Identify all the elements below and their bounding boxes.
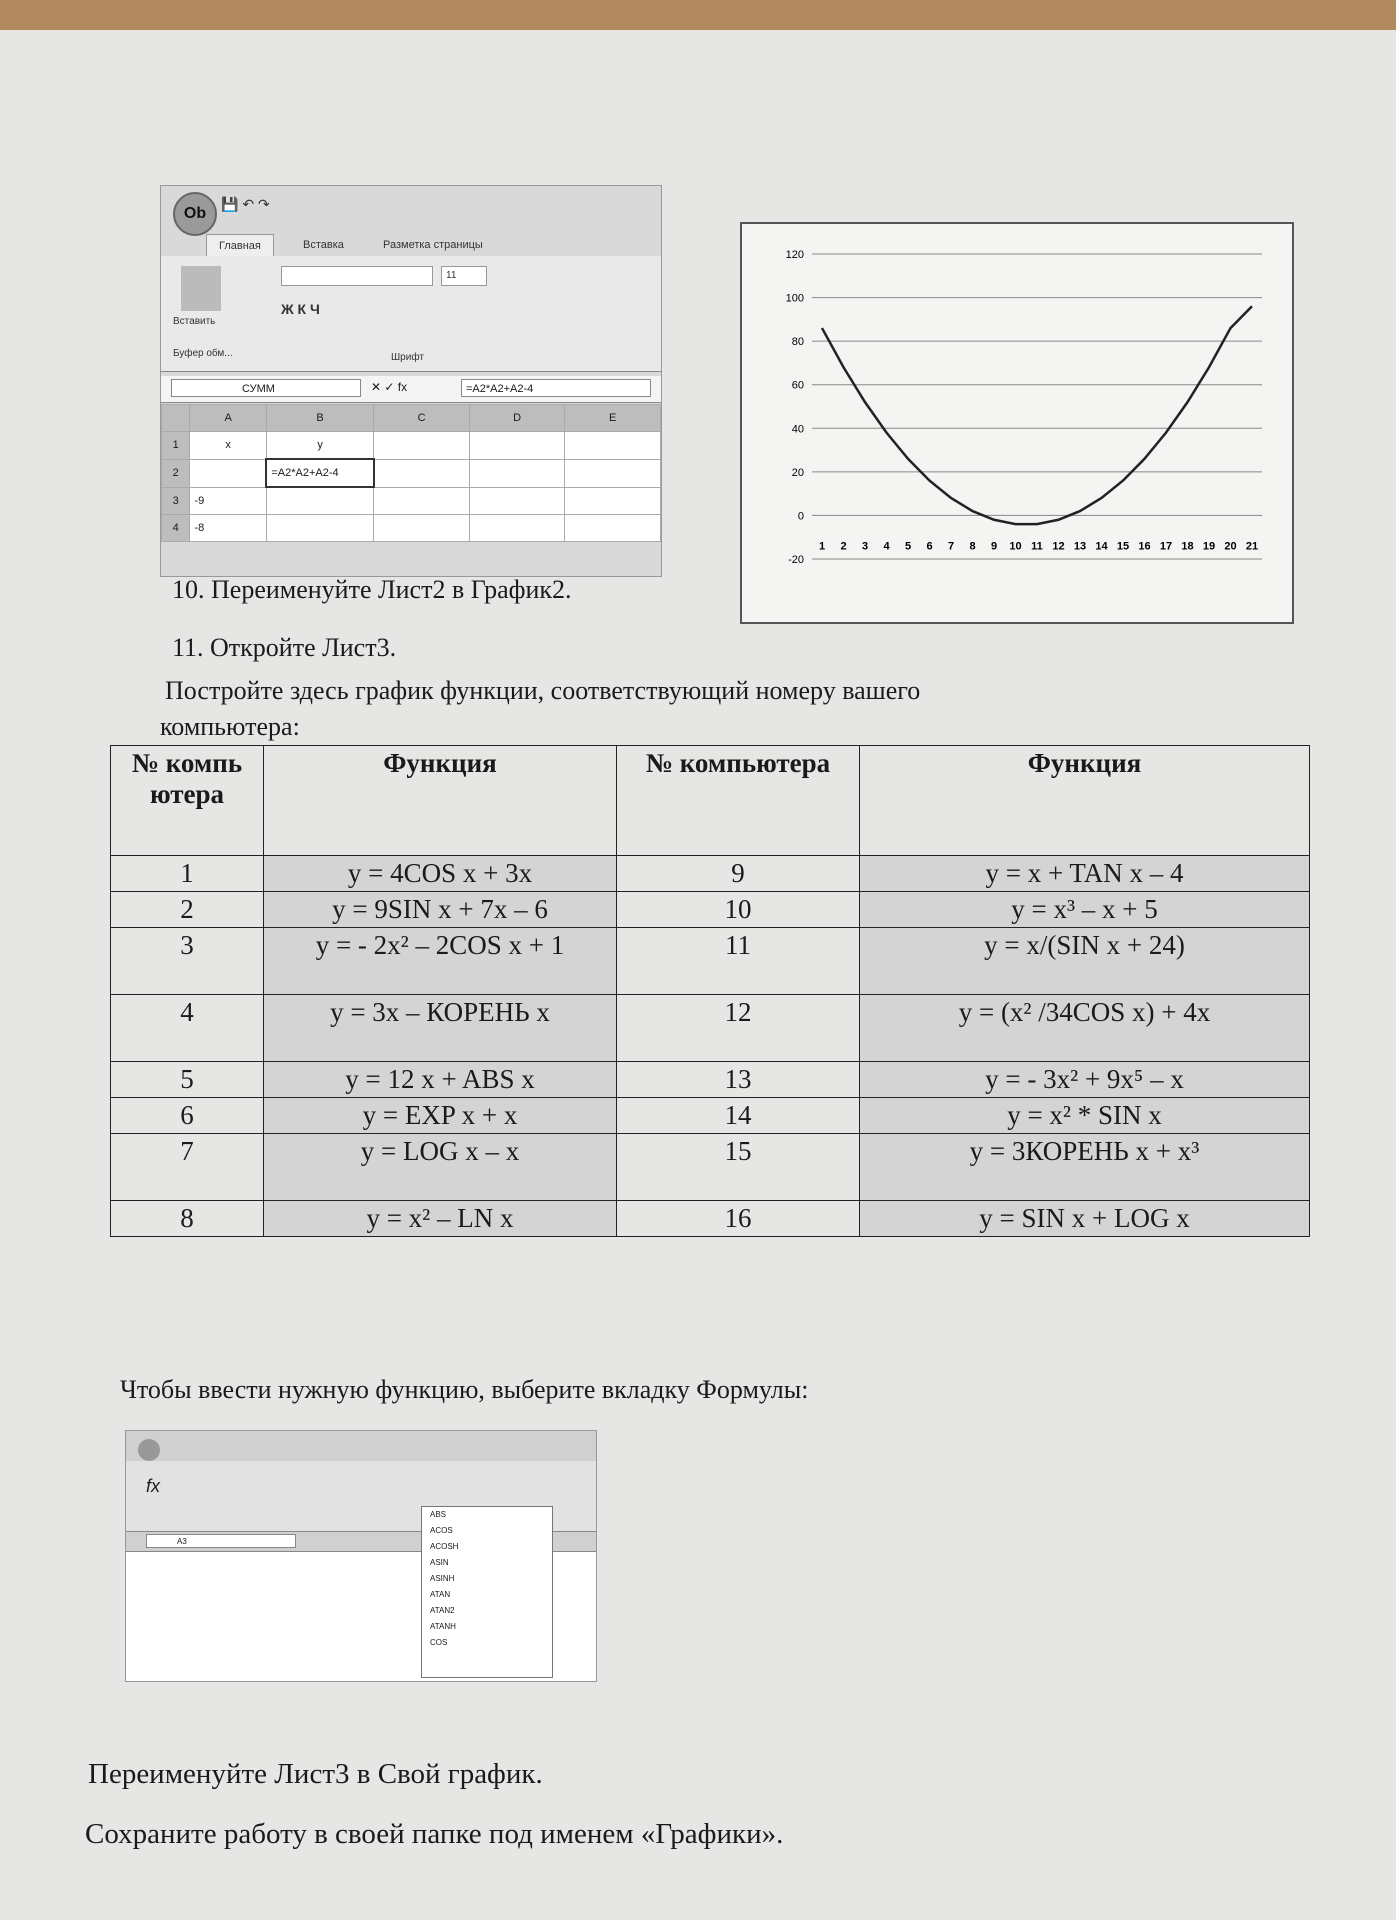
y-tick-label: 20 <box>791 466 804 479</box>
font-size-field[interactable]: 11 <box>441 266 487 286</box>
x-tick-label: 13 <box>1073 540 1087 553</box>
header-function-2: Функция <box>860 746 1310 856</box>
office-button[interactable]: Ob <box>173 192 217 236</box>
cell[interactable] <box>266 515 373 542</box>
function-menu-item[interactable]: ASIN <box>430 1558 449 1567</box>
insert-function-icon[interactable]: fx <box>146 1476 161 1496</box>
y-tick-label: 80 <box>791 336 804 349</box>
table-row <box>111 1201 1310 1237</box>
cell[interactable] <box>374 459 470 487</box>
computer-number-cell: 4 <box>111 995 264 1062</box>
clipboard-group-label: Буфер обм... <box>173 348 233 359</box>
table-row <box>111 1134 1310 1201</box>
x-tick-label: 17 <box>1159 540 1173 553</box>
x-tick-label: 18 <box>1181 540 1194 553</box>
step-10: 10. Переименуйте Лист2 в График2. <box>172 575 572 604</box>
cell[interactable]: -9 <box>190 487 266 515</box>
spreadsheet-grid <box>161 404 661 542</box>
header-function-1: Функция <box>264 746 617 856</box>
function-cell: y = - 2x² – 2COS x + 1 <box>264 928 617 995</box>
cell[interactable] <box>565 432 661 460</box>
x-tick-label: 7 <box>947 540 955 553</box>
office-button[interactable] <box>138 1439 160 1461</box>
tab-insert[interactable]: Вставка <box>303 239 344 251</box>
y-tick-label: 40 <box>791 423 804 436</box>
formulas-hint: Чтобы ввести нужную функцию, выберите вкладку Формулы: <box>120 1375 809 1404</box>
x-tick-label: 5 <box>904 540 912 553</box>
function-dropdown-menu[interactable] <box>421 1506 553 1678</box>
computer-number-cell: 5 <box>111 1062 264 1098</box>
cell[interactable] <box>374 487 470 515</box>
computer-number-cell: 8 <box>111 1201 264 1237</box>
x-tick-label: 12 <box>1052 540 1065 553</box>
computer-number-cell: 2 <box>111 892 264 928</box>
x-tick-label: 16 <box>1138 540 1151 553</box>
computer-number-cell: 3 <box>111 928 264 995</box>
table-row <box>111 995 1310 1062</box>
column-header[interactable]: E <box>565 405 661 432</box>
series-line <box>822 306 1252 524</box>
function-cell: y = 4COS x + 3x <box>264 856 617 892</box>
x-tick-label: 1 <box>818 540 826 553</box>
function-menu-item[interactable]: ASINH <box>430 1574 455 1583</box>
cell[interactable]: -8 <box>190 515 266 542</box>
tab-page-layout[interactable]: Разметка страницы <box>383 239 483 251</box>
cell[interactable] <box>266 487 373 515</box>
x-tick-label: 3 <box>861 540 869 553</box>
cell[interactable] <box>565 515 661 542</box>
build-instruction-line2: компьютера: <box>160 712 300 741</box>
tab-home[interactable]: Главная <box>206 234 274 257</box>
save-instruction: Сохраните работу в своей папке под именем «Графики». <box>85 1818 784 1850</box>
function-menu-item[interactable]: ABS <box>430 1510 447 1519</box>
formula-input[interactable]: =A2*A2+A2-4 <box>461 379 651 397</box>
y-tick-label: 100 <box>785 292 804 305</box>
x-tick-label: 21 <box>1245 540 1259 553</box>
x-tick-label: 8 <box>969 540 976 553</box>
x-tick-label: 2 <box>840 540 847 553</box>
chart-svg <box>742 224 1292 622</box>
column-header[interactable]: C <box>374 405 470 432</box>
computer-number-cell: 14 <box>617 1098 860 1134</box>
cell[interactable] <box>469 432 565 460</box>
function-cell: y = EXP x + x <box>264 1098 617 1134</box>
corner-cell[interactable] <box>162 405 190 432</box>
font-group-label: Шрифт <box>391 352 424 363</box>
computer-number-cell: 13 <box>617 1062 860 1098</box>
y-tick-label: 0 <box>797 510 804 523</box>
column-header[interactable]: D <box>469 405 565 432</box>
table-row <box>111 928 1310 995</box>
excel-formulas-screenshot <box>125 1430 597 1682</box>
computer-number-cell: 7 <box>111 1134 264 1201</box>
font-name-field[interactable] <box>281 266 433 286</box>
function-cell: y = (x² /34COS x) + 4x <box>860 995 1310 1062</box>
name-box[interactable]: СУММ <box>171 379 361 397</box>
function-cell: y = x² – LN x <box>264 1201 617 1237</box>
x-tick-label: 9 <box>990 540 998 553</box>
fx-icon[interactable]: ✕ ✓ fx <box>371 380 408 394</box>
computer-number-cell: 11 <box>617 928 860 995</box>
table-row <box>111 856 1310 892</box>
cell[interactable] <box>565 459 661 487</box>
x-tick-label: 4 <box>883 540 890 553</box>
cell[interactable] <box>469 487 565 515</box>
table-row <box>111 1062 1310 1098</box>
active-cell[interactable]: =A2*A2+A2-4 <box>266 459 373 487</box>
function-cell: y = x³ – x + 5 <box>860 892 1310 928</box>
row-header[interactable]: 2 <box>162 459 190 487</box>
y-tick-label: -20 <box>788 554 804 566</box>
function-menu-item[interactable]: ATAN2 <box>430 1606 455 1615</box>
x-tick-label: 15 <box>1116 540 1130 553</box>
computer-number-cell: 15 <box>617 1134 860 1201</box>
function-cell: y = x² * SIN x <box>860 1098 1310 1134</box>
function-cell: y = SIN x + LOG x <box>860 1201 1310 1237</box>
cell[interactable] <box>374 515 470 542</box>
step-11: 11. Откройте Лист3. <box>172 633 397 662</box>
function-cell: y = 12 x + ABS x <box>264 1062 617 1098</box>
function-menu-item[interactable]: ACOSH <box>430 1542 459 1551</box>
x-tick-label: 6 <box>926 540 933 553</box>
row-header[interactable]: 1 <box>162 432 190 460</box>
x-tick-label: 14 <box>1095 540 1108 553</box>
quick-access-toolbar: 💾 ↶ ↷ <box>221 196 270 212</box>
header-computer-number-1: № компь ютера <box>111 746 264 856</box>
build-instruction-line1: Постройте здесь график функции, соответствующий номеру вашего <box>165 676 921 705</box>
cell[interactable] <box>565 487 661 515</box>
function-cell: y = LOG x – x <box>264 1134 617 1201</box>
header-computer-number-2: № компьютера <box>617 746 860 856</box>
bold-italic-underline-icons[interactable]: Ж К Ч <box>281 301 320 317</box>
rename-instruction: Переименуйте Лист3 в Свой график. <box>88 1758 543 1790</box>
computer-number-cell: 9 <box>617 856 860 892</box>
name-box[interactable]: A3 <box>146 1534 296 1548</box>
function-table <box>110 745 1310 1237</box>
y-tick-label: 60 <box>791 379 804 392</box>
cell[interactable] <box>469 459 565 487</box>
row-header[interactable]: 4 <box>162 515 190 542</box>
formula-bar <box>161 376 661 403</box>
cell[interactable]: x <box>190 432 266 460</box>
function-cell: y = x + TAN x – 4 <box>860 856 1310 892</box>
x-tick-label: 19 <box>1202 540 1216 553</box>
column-header[interactable]: B <box>266 405 373 432</box>
computer-number-cell: 1 <box>111 856 264 892</box>
column-header[interactable]: A <box>190 405 266 432</box>
row-header[interactable]: 3 <box>162 487 190 515</box>
x-tick-label: 20 <box>1224 540 1237 553</box>
function-cell: y = x/(SIN x + 24) <box>860 928 1310 995</box>
table-row <box>111 892 1310 928</box>
computer-number-cell: 6 <box>111 1098 264 1134</box>
cell[interactable]: y <box>266 432 373 460</box>
x-tick-label: 11 <box>1031 540 1043 553</box>
function-cell: y = - 3x² + 9x⁵ – x <box>860 1062 1310 1098</box>
function-cell: y = 3КОРЕНЬ x + x³ <box>860 1134 1310 1201</box>
function-menu-item[interactable]: ATAN <box>430 1590 451 1599</box>
ribbon <box>161 256 661 372</box>
function-cell: y = 9SIN x + 7x – 6 <box>264 892 617 928</box>
function-menu-item[interactable]: ACOS <box>430 1526 453 1535</box>
function-cell: y = 3x – КОРЕНЬ x <box>264 995 617 1062</box>
computer-number-cell: 12 <box>617 995 860 1062</box>
cell[interactable] <box>190 459 266 487</box>
cell[interactable] <box>374 432 470 460</box>
computer-number-cell: 10 <box>617 892 860 928</box>
table-row <box>111 1098 1310 1134</box>
function-menu-item[interactable]: ATANH <box>430 1622 456 1631</box>
parabola-chart <box>740 222 1294 624</box>
excel-screenshot <box>160 185 662 577</box>
paste-label: Вставить <box>173 316 216 327</box>
cell[interactable] <box>469 515 565 542</box>
paste-icon[interactable] <box>181 266 221 311</box>
y-tick-label: 120 <box>785 249 804 261</box>
computer-number-cell: 16 <box>617 1201 860 1237</box>
function-menu-item[interactable]: COS <box>430 1638 448 1647</box>
x-tick-label: 10 <box>1009 540 1022 553</box>
